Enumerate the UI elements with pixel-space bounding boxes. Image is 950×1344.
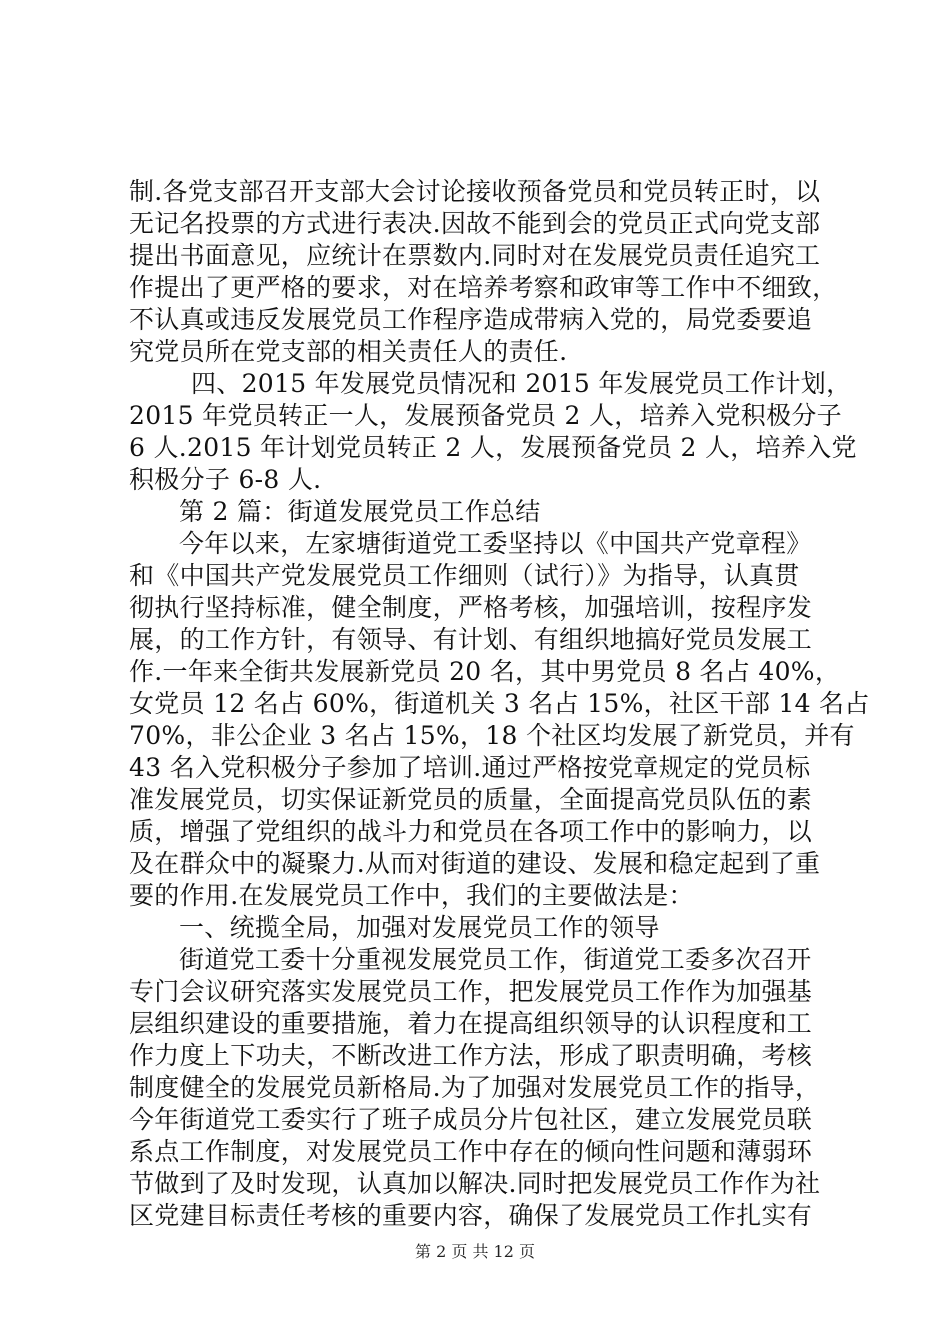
section-heading: 一、统揽全局，加强对发展党员工作的领导 <box>179 913 660 942</box>
text-line: 积极分子 6-8 人. <box>129 465 322 494</box>
text-line: 质，增强了党组织的战斗力和党员在各项工作中的影响力，以 <box>129 817 813 846</box>
text-line: 层组织建设的重要措施，着力在提高组织领导的认识程度和工 <box>129 1009 813 1038</box>
text-line: 6 人.2015 年计划党员转正 2 人，发展预备党员 2 人，培养入党 <box>129 433 857 462</box>
text-line: 提出书面意见，应统计在票数内.同时对在发展党员责任追究工 <box>129 241 821 270</box>
text-line: 展，的工作方针，有领导、有计划、有组织地搞好党员发展工 <box>129 625 813 654</box>
text-line: 制度健全的发展党员新格局.为了加强对发展党员工作的指导， <box>129 1073 821 1102</box>
text-line: 区党建目标责任考核的重要内容，确保了发展党员工作扎实有 <box>129 1201 813 1230</box>
text-line: 作力度上下功夫，不断改进工作方法，形成了职责明确，考核 <box>129 1041 813 1070</box>
section-heading: 四、2015 年发展党员情况和 2015 年发展党员工作计划， <box>191 369 852 398</box>
text-line: 彻执行坚持标准，健全制度，严格考核，加强培训，按程序发 <box>129 593 813 622</box>
text-line: 作.一年来全街共发展新党员 20 名，其中男党员 8 名占 40%， <box>129 657 841 686</box>
text-line: 准发展党员，切实保证新党员的质量，全面提高党员队伍的素 <box>129 785 813 814</box>
text-line: 今年街道党工委实行了班子成员分片包社区，建立发展党员联 <box>129 1105 813 1134</box>
document-body <box>129 176 870 1232</box>
text-line: 2015 年党员转正一人，发展预备党员 2 人，培养入党积极分子 <box>129 401 842 430</box>
text-line: 43 名入党积极分子参加了培训.通过严格按党章规定的党员标 <box>129 753 811 782</box>
page-number-footer: 第 2 页 共 12 页 <box>415 1242 535 1261</box>
text-line: 究党员所在党支部的相关责任人的责任. <box>129 337 568 366</box>
text-line: 节做到了及时发现，认真加以解决.同时把发展党员工作作为社 <box>129 1169 821 1198</box>
text-line: 要的作用.在发展党员工作中，我们的主要做法是： <box>129 881 694 910</box>
text-line: 无记名投票的方式进行表决.因故不能到会的党员正式向党支部 <box>129 209 821 238</box>
text-line: 制.各党支部召开支部大会讨论接收预备党员和党员转正时，以 <box>129 177 821 206</box>
text-line: 系点工作制度，对发展党员工作中存在的倾向性问题和薄弱环 <box>129 1137 813 1166</box>
text-line: 专门会议研究落实发展党员工作，把发展党员工作作为加强基 <box>129 977 813 1006</box>
chapter-title: 第 2 篇：街道发展党员工作总结 <box>179 497 541 526</box>
text-line: 不认真或违反发展党员工作程序造成带病入党的，局党委要追 <box>129 305 813 334</box>
paragraph-start: 街道党工委十分重视发展党员工作，街道党工委多次召开 <box>179 945 812 974</box>
text-line: 70%，非公企业 3 名占 15%，18 个社区均发展了新党员，并有 <box>129 721 855 750</box>
text-line: 作提出了更严格的要求，对在培养考察和政审等工作中不细致， <box>129 273 838 302</box>
text-line: 及在群众中的凝聚力.从而对街道的建设、发展和稳定起到了重 <box>129 849 821 878</box>
text-line: 女党员 12 名占 60%，街道机关 3 名占 15%，社区干部 14 名占 <box>129 689 870 718</box>
paragraph-start: 今年以来，左家塘街道党工委坚持以《中国共产党章程》 <box>179 529 812 558</box>
text-line: 和《中国共产党发展党员工作细则（试行）》为指导，认真贯 <box>129 561 800 590</box>
